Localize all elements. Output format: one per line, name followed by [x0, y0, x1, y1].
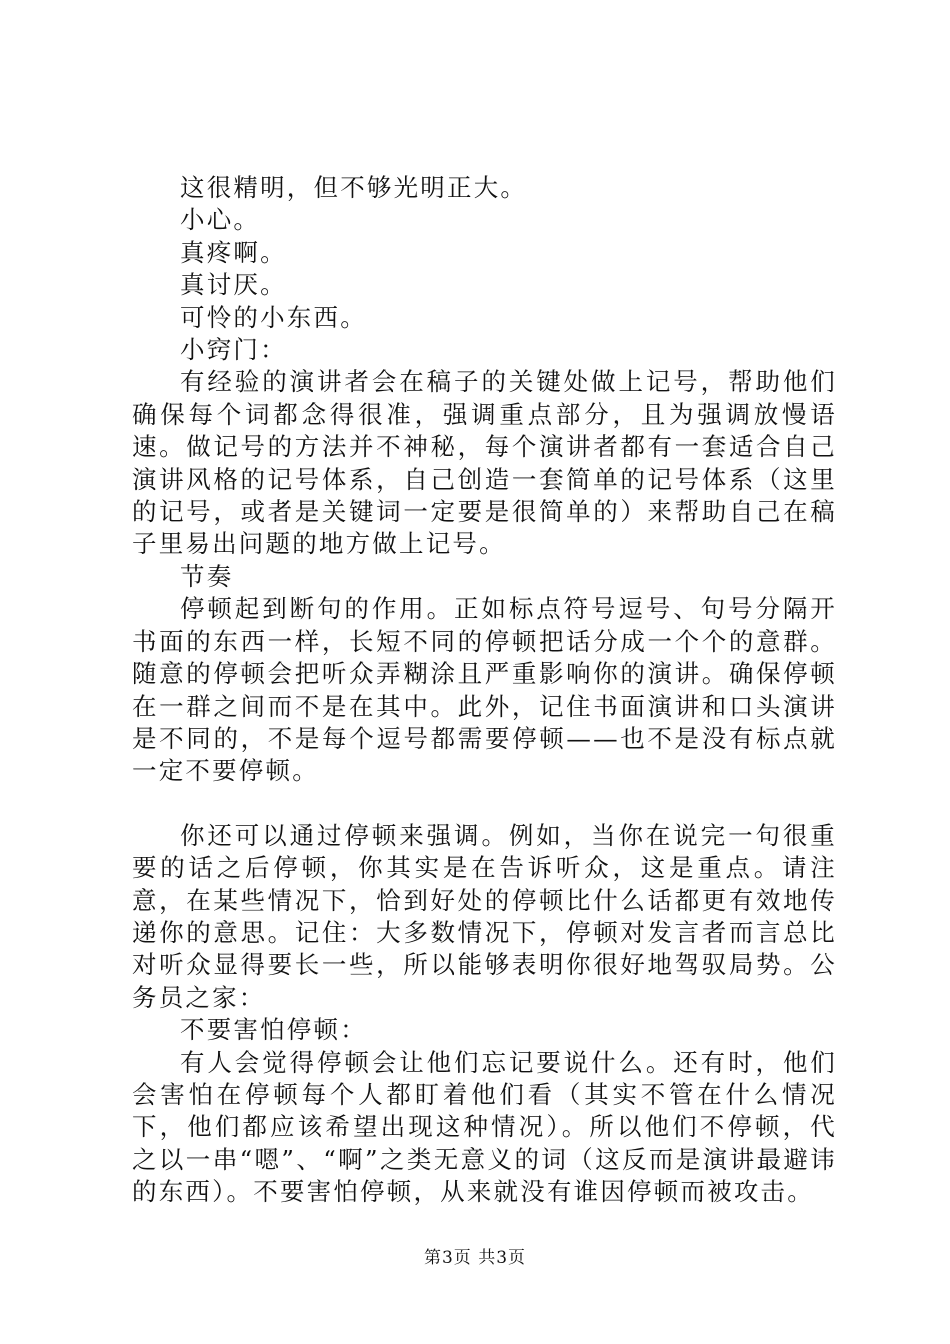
paragraph: 有人会觉得停顿会让他们忘记要说什么。还有时，他们会害怕在停顿每个人都盯着他们看（其实不管在什么情况下，他们都应该希望出现这种情况）。所以他们不停顿，代之以一串“嗯”、“啊”之类无意义的词（这反而是演讲最避讳的东西）。不要害怕停顿，从来就没有谁因停顿而被攻击。 — [132, 1047, 837, 1207]
paragraph: 可怜的小东西。 — [180, 302, 367, 332]
paragraph: 这很精明，但不够光明正大。 — [180, 173, 528, 202]
page-number-footer: 第3页 共3页 — [423, 1248, 527, 1268]
paragraph: 真讨厌。 — [180, 270, 287, 300]
document-body — [132, 172, 837, 1209]
paragraph: 你还可以通过停顿来强调。例如，当你在说完一句很重要的话之后停顿，你其实是在告诉听众，这是重点。请注意，在某些情况下，恰到好处的停顿比什么话都更有效地传递你的意思。记住：大多数情况下，停顿对发言者而言总比对听众显得要长一些，所以能够表明你很好地驾驭局势。公务员之家： — [132, 820, 837, 1012]
paragraph: 停顿起到断句的作用。正如标点符号逗号、句号分隔开书面的东西一样，长短不同的停顿把话分成一个个的意群。随意的停顿会把听众弄糊涂且严重影响你的演讲。确保停顿在一群之间而不是在其中。此外，记住书面演讲和口头演讲是不同的，不是每个逗号都需要停顿——也不是没有标点就一定不要停顿。 — [132, 594, 837, 786]
section-heading: 节奏 — [180, 561, 234, 591]
paragraph: 小心。 — [180, 205, 261, 235]
section-heading: 小窍门： — [180, 335, 287, 365]
section-heading: 不要害怕停顿： — [180, 1015, 367, 1045]
paragraph: 真疼啊。 — [180, 237, 287, 267]
paragraph: 有经验的演讲者会在稿子的关键处做上记号，帮助他们确保每个词都念得很准，强调重点部分，且为强调放慢语速。做记号的方法并不神秘，每个演讲者都有一套适合自己演讲风格的记号体系，自己创造一套简单的记号体系（这里的记号，或者是关键词一定要是很简单的）来帮助自己在稿子里易出问题的地方做上记号。 — [132, 367, 837, 559]
